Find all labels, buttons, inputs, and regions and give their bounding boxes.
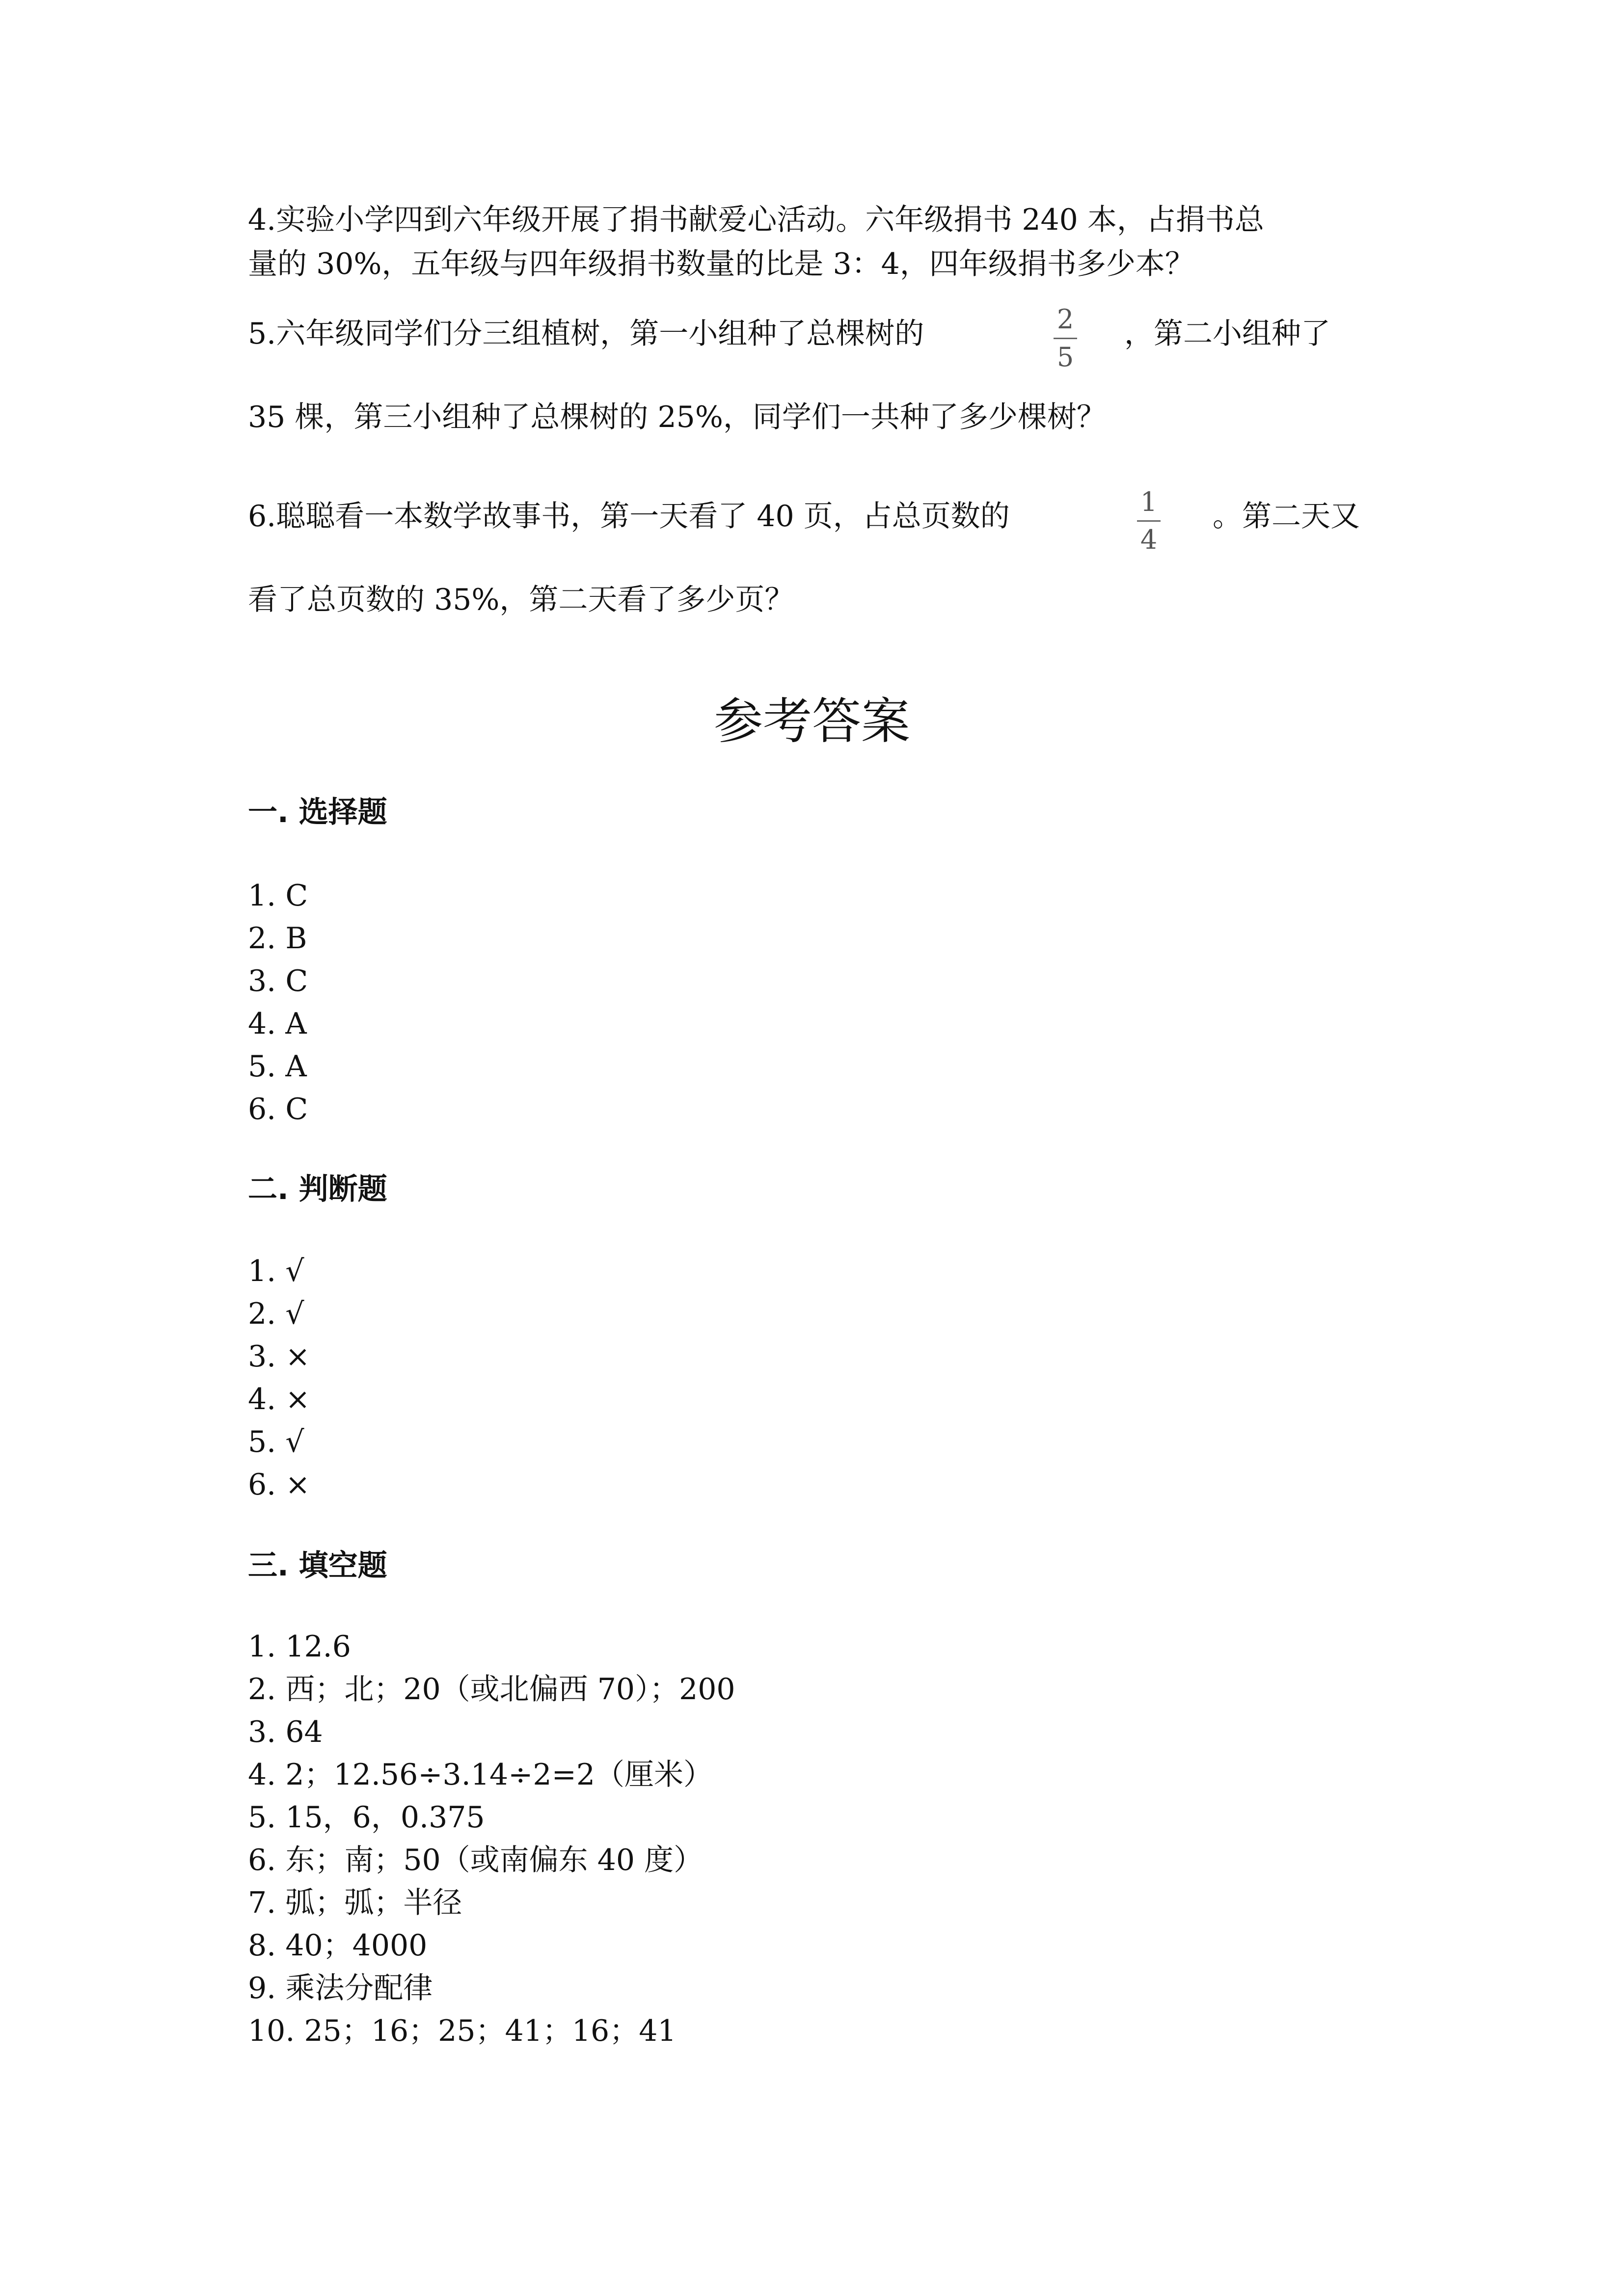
question-4-line-2: 量的 30%，五年级与四年级捐书数量的比是 3：4，四年级捐书多少本？ [248, 247, 1194, 281]
answer-item: 5. √ [248, 1425, 304, 1459]
answer-item: 3. 64 [248, 1715, 323, 1749]
answer-item: 5. 15，6，0.375 [248, 1800, 485, 1835]
answer-item: 1. 12.6 [248, 1629, 351, 1664]
question-5-line-1a: 5.六年级同学们分三组植树，第一小组种了总棵树的 [248, 317, 924, 351]
question-6-line-1a: 6.聪聪看一本数学故事书，第一天看了 40 页，占总页数的 [248, 499, 1010, 534]
answer-item: 6. C [248, 1092, 308, 1126]
question-6-fraction-denominator: 4 [1140, 524, 1158, 555]
question-5-fraction [1051, 306, 1080, 371]
answer-item: 2. 西；北；20（或北偏西 70）；200 [248, 1672, 735, 1707]
answer-item: 2. √ [248, 1297, 304, 1331]
answer-item: 4. A [248, 1007, 307, 1041]
answer-item: 10. 25；16；25；41；16；41 [248, 2014, 677, 2048]
answer-item: 8. 40；4000 [248, 1928, 428, 1963]
fraction-bar [1054, 338, 1077, 339]
question-6-fraction-numerator: 1 [1140, 486, 1158, 517]
question-5-fraction-denominator: 5 [1056, 342, 1074, 373]
answer-item: 3. × [248, 1339, 310, 1374]
fraction-bar [1137, 520, 1161, 522]
question-5-line-1b: ，第二小组种了 [1124, 317, 1330, 351]
question-4-line-1: 4.实验小学四到六年级开展了捐书献爱心活动。六年级捐书 240 本，占捐书总 [248, 203, 1264, 237]
answer-item: 4. × [248, 1382, 310, 1416]
answer-item: 2. B [248, 921, 307, 956]
section-heading-fill-blank: 三. 填空题 [248, 1548, 387, 1583]
answer-item: 4. 2；12.56÷3.14÷2=2（厘米） [248, 1758, 713, 1792]
question-6-line-1b: 。第二天又 [1213, 499, 1360, 534]
answer-item: 3. C [248, 964, 308, 998]
question-6-fraction [1134, 486, 1164, 555]
question-5-line-2: 35 棵，第三小组种了总棵树的 25%，同学们一共种了多少棵树？ [248, 400, 1106, 434]
answer-item: 1. √ [248, 1254, 304, 1288]
answer-item: 6. × [248, 1468, 310, 1502]
section-heading-judgement: 二. 判断题 [248, 1172, 387, 1206]
answer-item: 9. 乘法分配律 [248, 1971, 433, 2005]
answer-key-title: 参考答案 [714, 693, 910, 750]
answer-item: 1. C [248, 879, 308, 913]
question-6-line-2: 看了总页数的 35%，第二天看了多少页？ [248, 583, 794, 617]
answer-item: 7. 弧；弧；半径 [248, 1886, 462, 1920]
question-5-fraction-numerator: 2 [1056, 304, 1074, 335]
answer-item: 5. A [248, 1049, 307, 1084]
section-heading-choice: 一. 选择题 [248, 795, 387, 829]
answer-item: 6. 东；南；50（或南偏东 40 度） [248, 1843, 704, 1877]
